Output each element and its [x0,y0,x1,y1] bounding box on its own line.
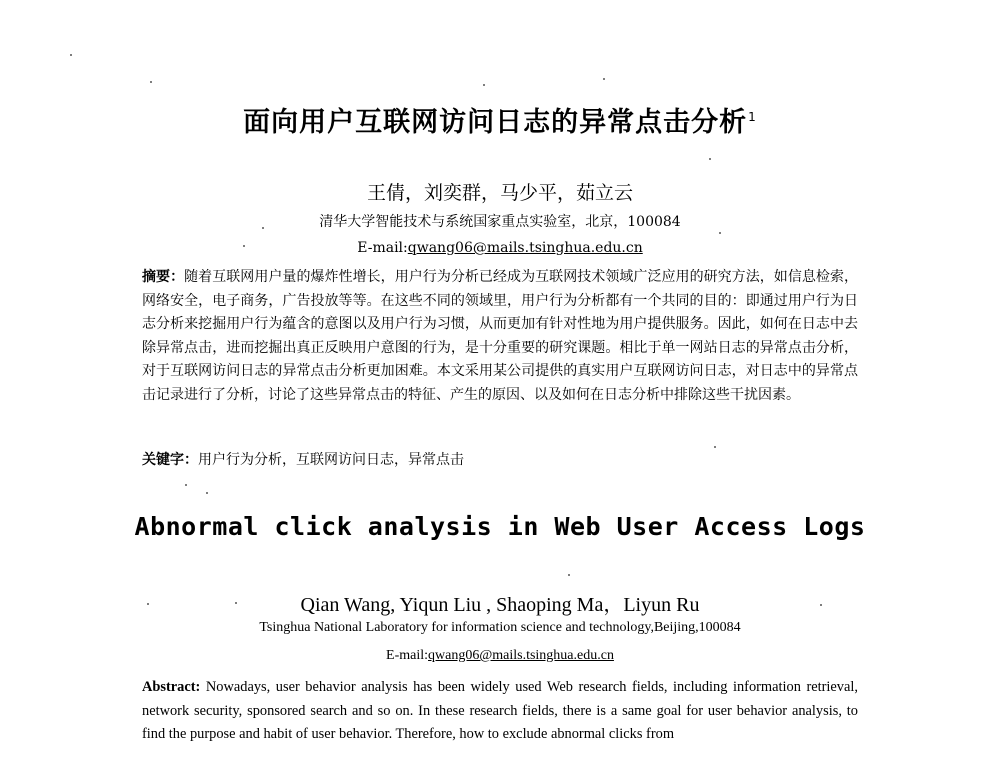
scan-speck [714,446,716,448]
email-link[interactable]: qwang06@mails.tsinghua.edu.cn [428,648,614,663]
abstract-body: 随着互联网用户量的爆炸性增长，用户行为分析已经成为互联网技术领域广泛应用的研究方法，如信息检索，网络安全，电子商务，广告投放等等。在这些不同的领域里，用户行为分析都有一个共同的目的：即通过用户行为日志分析来挖掘用户行为蕴含的意图以及用户行为习惯，从而更加有针对性地为用户提供服务。因此，如何在日志中去除异常点击，进而挖掘出真正反映用户意图的行为，是十分重要的研究课题。相比于单一网站日志的异常点击分析，对于互联网访问日志的异常点击分析更加困难。本文采用某公司提供的真实用户互联网访问日志，对日志中的异常点击记录进行了分析，讨论了这些异常点击的特征、产生的原因、以及如何在日志分析中排除这些干扰因素。 [142,269,859,403]
english-affiliation: Tsinghua National Laboratory for information science and technology,Beijing,100084 [259,620,741,635]
scan-speck [206,492,208,494]
scan-speck [185,484,187,486]
abstract-label: 摘要： [142,269,185,285]
abstract-body: Nowadays, user behavior analysis has been widely used Web research fields, including information retrieval, network security, sponsored search and so on. In these research fields, there is a same goal for user behavior analysis, to find the purpose and habit of user behavior. Therefore, how to exclude abnormal clicks from [142,679,858,743]
scan-speck [719,232,721,234]
chinese-affiliation: 清华大学智能技术与系统国家重点实验室，北京，100084 [319,214,681,230]
chinese-title [0,100,1000,139]
chinese-abstract [142,266,858,408]
keywords-label: 关键字： [142,452,198,468]
chinese-title-text: 面向用户互联网访问日志的异常点击分析 [243,107,748,138]
scan-speck [709,158,711,160]
scan-speck [483,84,485,86]
english-email [0,648,1000,664]
email-label: E-mail: [386,648,429,663]
email-label: E-mail: [357,240,408,256]
keywords-body: 用户行为分析，互联网访问日志，异常点击 [198,452,464,468]
scan-speck [150,81,152,83]
chinese-authors: 王倩，刘奕群，马少平，茹立云 [366,182,633,204]
scan-speck [603,78,605,80]
chinese-keywords [142,449,858,469]
english-abstract [142,676,858,747]
english-authors: Qian Wang, Yiqun Liu , Shaoping Ma，Liyun Ru [300,594,700,616]
email-link[interactable]: qwang06@mails.tsinghua.edu.cn [407,240,643,256]
english-title: Abnormal click analysis in Web User Access Logs [134,512,866,541]
abstract-label: Abstract: [142,679,201,695]
scan-speck [70,54,72,56]
chinese-email [0,240,1000,256]
scan-speck [568,574,570,576]
title-footnote-marker: 1 [748,110,757,124]
